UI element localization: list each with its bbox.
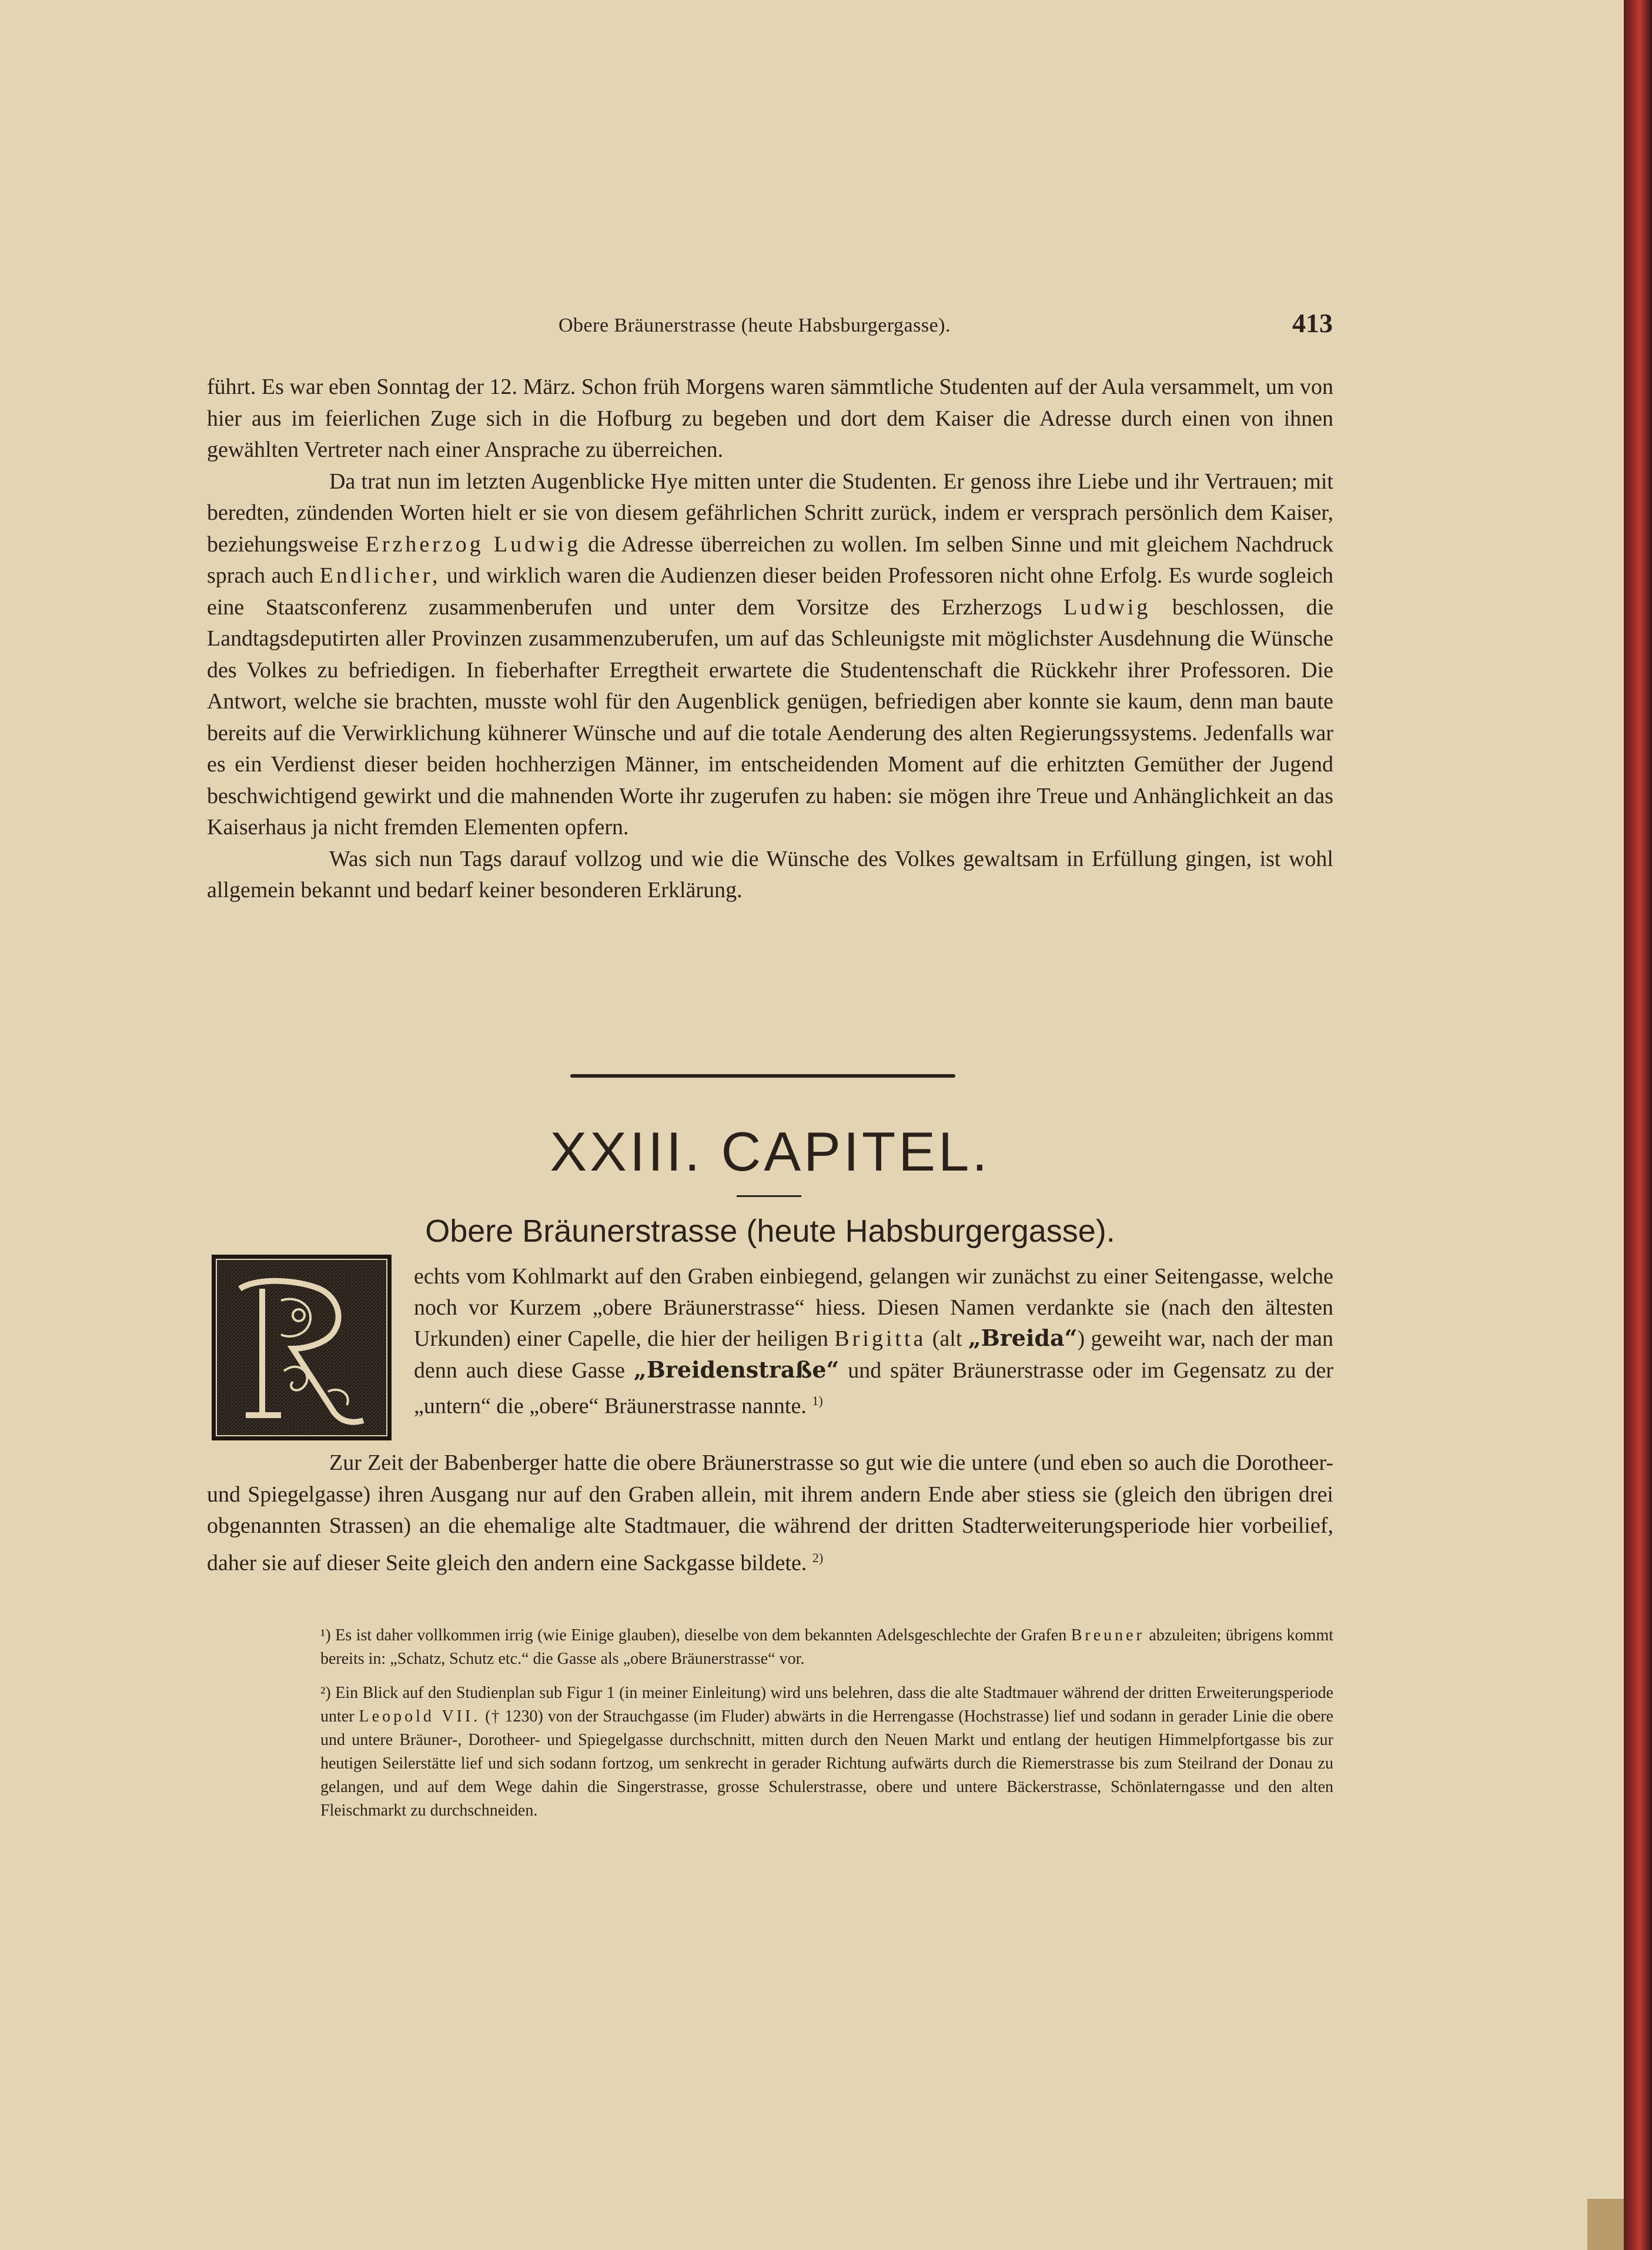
paragraph-3: Was sich nun Tags darauf vollzog und wie die Wünsche des Volkes gewaltsam in Erfüllung gingen, ist wohl allgemein bekannt und bedarf keiner besonderen Erklärung. bbox=[207, 846, 1333, 902]
book-corner bbox=[1587, 2199, 1624, 2250]
para2-text-d: beschlossen, die Landtagsdeputirten aller Provinzen zusammenzuberufen, um auf das Schleunigste mit möglichster Ausdehnung die Wünsche des Volkes zu befriedigen. In fieberhafter Erregtheit erwartete die Studentenschaft die Rückkehr ihrer Professoren. Die Antwort, welche sie brachten, musste wohl für den Augenblick genügen, befriedigen aber konnte sie kaum, denn man baute bereits auf die Verwirklichung kühnerer Wünsche und auf die totale Aenderung des alten Regierungssystems. Jedenfalls war es ein Verdienst dieser beiden hochherzigen Männer, im entscheidenden Moment auf die erhitzten Gemüther der Jugend beschwichtigend gewirkt und die mahnenden Worte ihr zugerufen zu haben: sie mögen ihre Treue und Anhänglichkeit an das Kaiserhaus ja nicht fremden Elementen opfern. bbox=[207, 594, 1334, 840]
para2-endlicher: Endlicher, bbox=[319, 563, 441, 588]
chapter-title: XXIII. CAPITEL. bbox=[550, 1121, 991, 1182]
footnote-2-b: († 1230) von der Strauchgasse (im Fluder) abwärts in die Herrengasse (Hochstrasse) lief und sodann in gerader Linie die obere und untere Bräuner-, Dorotheer- und Spiegelgasse durchschnitt, mitten durch den Neuen Markt und entlang der heutigen Himmelpfortgasse bis zur heutigen Seilerstätte lief und sich sodann fortzog, um senkrecht in gerader Richtung aufwärts durch die Riemerstrasse bis zum Steilrand der Donau zu gelangen, und auf dem Wege dahin die Singerstrasse, grosse Schulerstrasse, obere und untere Bäckerstrasse, Schönlaterngasse und den alten Fleischmarkt zu durchschneiden. bbox=[320, 1707, 1334, 1820]
intro-text-b: (alt bbox=[932, 1326, 962, 1351]
footnote-2-a: Ein Blick auf den Studienplan sub Figur 1 (in meiner Einleitung) wird uns belehren, dass die alte Stadtmauer während der dritten Erweiterungsperiode unter bbox=[320, 1684, 1334, 1726]
footnote-ref-2: 2) bbox=[812, 1550, 824, 1565]
body-section-2 bbox=[207, 1447, 1333, 1579]
running-head: Obere Bräunerstrasse (heute Habsburgergasse). bbox=[559, 315, 951, 336]
intro-paragraph bbox=[414, 1261, 1333, 1422]
para4-text: Zur Zeit der Babenberger hatte die obere Bräunerstrasse so gut wie die untere (und eben so auch die Dorotheer- und Spiegelgasse) ihren Ausgang nur auf den Graben allein, mit ihrem andern Ende aber stiess sie (gleich den übrigen drei obgenannten Strassen) an die ehemalige alte Stadtmauer, die während der dritten Stadterweiterungsperiode hier vorbeilief, daher sie auf dieser Seite gleich den andern eine Sackgasse bildete. bbox=[207, 1450, 1333, 1576]
para2-erzherzog: Erzherzog Ludwig bbox=[365, 531, 581, 557]
footnote-1-text bbox=[203, 1624, 1333, 1671]
footnote-2-text bbox=[203, 1681, 1333, 1823]
page-number: 413 bbox=[1292, 308, 1333, 338]
para2-ludwig: Ludwig bbox=[1064, 594, 1151, 620]
intro-brigitta: Brigitta bbox=[834, 1326, 927, 1351]
para2-text-a: Da trat nun im letzten Augenblicke Hye mitten unter die Studenten. Er genoss ihre Liebe und ihr Vertrauen; mit beredten, zündenden Worten hielt er sie von diesem gefährlichen Schritt zurück, indem er versprach persönlich dem Kaiser, beziehungsweise bbox=[207, 469, 1333, 557]
book-edge bbox=[1624, 0, 1652, 2250]
initial-r-graphic bbox=[210, 1253, 393, 1442]
intro-text-c: ) geweiht war, nach der man denn auch diese Gasse bbox=[414, 1326, 1333, 1383]
footnote-1-name: Breuner bbox=[1071, 1626, 1145, 1644]
footnote-1-mark: ¹) bbox=[320, 1626, 331, 1644]
intro-text-a: echts vom Kohlmarkt auf den Graben einbiegend, gelangen wir zunächst zu einer Seitengasse, welche noch vor Kurzem „obere Bräunerstrasse“ hiess. Diesen Namen verdankte sie (nach den ältesten Urkunden) einer Capelle, die hier der heiligen bbox=[414, 1264, 1333, 1351]
footnote-1 bbox=[203, 1624, 1333, 1671]
chapter-subtitle: Obere Bräunerstrasse (heute Habsburgergasse). bbox=[425, 1213, 1115, 1249]
paragraph-4 bbox=[207, 1447, 1333, 1579]
intro-breidenstrasse: „Breidenstraße“ bbox=[633, 1356, 840, 1383]
paragraph-1: führt. Es war eben Sonntag der 12. März. Schon früh Morgens waren sämmtliche Studenten auf der Aula versammelt, um von hier aus im feierlichen Zuge sich in die Hofburg zu begeben und dort dem Kaiser die Adresse durch einen von ihnen gewählten Vertreter nach einer Ansprache zu überreichen. bbox=[207, 375, 1333, 462]
footnote-1-b: abzuleiten; übrigens kommt bereits in: „Schatz, Schutz etc.“ die Gasse als „obere Bräunerstrasse“ vor. bbox=[320, 1626, 1334, 1668]
para2-text-c: und wirklich waren die Audienzen dieser beiden Professoren nicht ohne Erfolg. Es wurde sogleich eine Staatsconferenz zusammenberufen und unter dem Vorsitze des Erzherzogs bbox=[207, 563, 1334, 620]
footnote-2-name: Leopold VII. bbox=[359, 1707, 481, 1726]
para2-text-b: die Adresse überreichen zu wollen. Im selben Sinne und mit gleichem Nachdruck sprach auch bbox=[207, 531, 1334, 588]
footnote-2-mark: ²) bbox=[320, 1684, 331, 1702]
footnote-1-a: Es ist daher vollkommen irrig (wie Einige glauben), dieselbe von dem bekannten Adelsgeschlechte der Grafen bbox=[335, 1626, 1067, 1644]
intro-text-d: und später Bräunerstrasse oder im Gegensatz zu der „untern“ die „obere“ Bräunerstrasse nannte. bbox=[414, 1358, 1334, 1419]
intro-breida: „Breida“ bbox=[968, 1325, 1078, 1351]
title-divider bbox=[737, 1195, 801, 1197]
paragraph-2 bbox=[207, 466, 1333, 844]
body-section-1 bbox=[207, 372, 1333, 907]
footnote-ref-1: 1) bbox=[812, 1393, 823, 1408]
section-divider bbox=[570, 1074, 955, 1078]
footnote-2 bbox=[203, 1681, 1333, 1823]
ornamental-initial bbox=[210, 1253, 393, 1442]
